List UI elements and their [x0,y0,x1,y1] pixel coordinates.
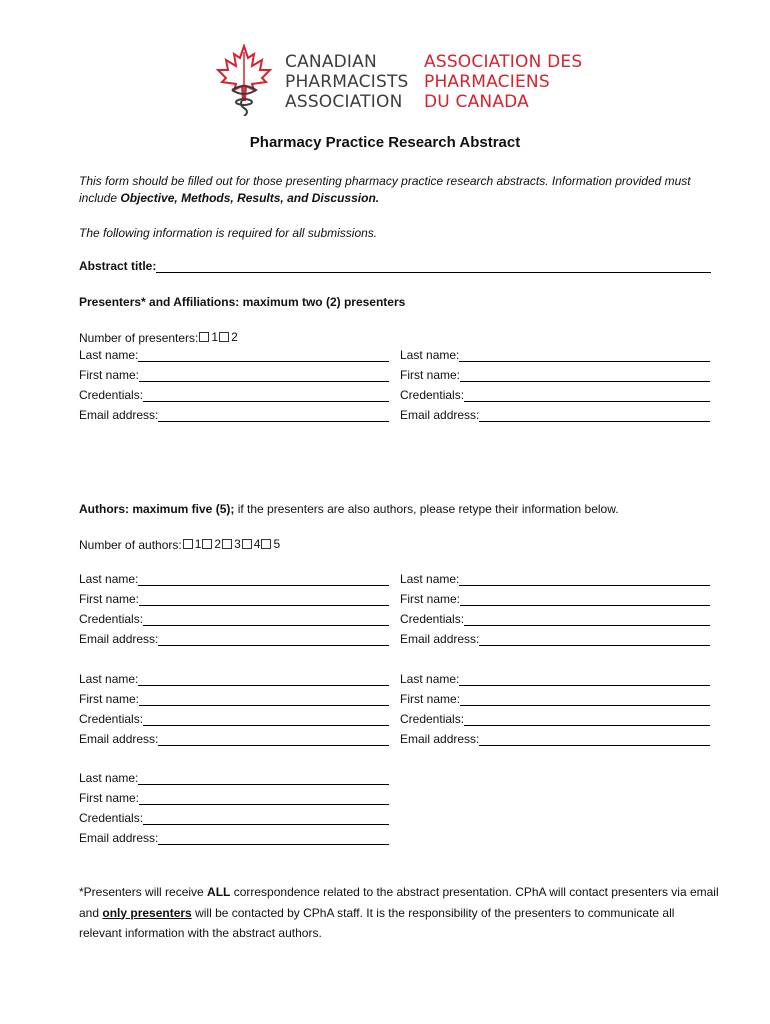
checkbox-label: 3 [234,537,241,551]
footer-text: will be contacted by CPhA staff. It is the responsibility of the presenters to communicate all relevant information with the abstract authors. [79,905,675,940]
author-3-last-name-row [79,672,389,686]
logo-english-text [285,52,409,112]
field-label: Credentials: [400,712,465,726]
footer-all: ALL [207,885,231,899]
field-label: Credentials: [79,612,144,626]
author-3-email-row [79,732,389,746]
logo-en-line: PHARMACISTS [285,72,409,92]
checkbox-label: 1 [211,330,219,344]
presenter-1-first-name-field[interactable] [139,368,389,382]
field-label: First name: [79,592,140,606]
abstract-title-row [79,259,711,273]
author-1-credentials-row [79,612,389,626]
intro-bold-text: Objective, Methods, Results, and Discussion. [120,191,380,205]
presenters-heading: Presenters* and Affiliations: maximum two (2) presenters [79,295,406,309]
checkbox[interactable] [202,539,212,549]
field-label: Email address: [79,408,159,422]
author-4-first-name-field[interactable] [460,692,710,706]
author-5-last-name-row [79,771,389,785]
checkbox[interactable] [219,332,229,342]
field-label: Last name: [400,572,460,586]
presenter-1-first-name-row [79,368,389,382]
field-label: Email address: [400,408,480,422]
field-label: Last name: [79,672,139,686]
checkbox-label: 2 [231,330,238,344]
author-5-email-row [79,831,389,845]
presenter-1-email-field[interactable] [158,408,389,422]
logo-fr-line: PHARMACIENS [424,72,550,92]
presenter-2-email-field[interactable] [479,408,710,422]
authors-heading [79,502,619,516]
field-label: First name: [79,692,140,706]
checkbox-label: 2 [214,537,222,551]
author-3-first-name-row [79,692,389,706]
author-4-email-row [400,732,710,746]
authors-count-label: Number of authors: [79,538,182,552]
author-5-last-name-field[interactable] [138,771,389,785]
field-label: Email address: [79,732,159,746]
author-4-last-name-row [400,672,710,686]
checkbox-label: 5 [273,537,281,551]
checkbox[interactable] [183,539,193,549]
presenter-1-last-name-field[interactable] [138,348,389,362]
author-2-last-name-field[interactable] [459,572,710,586]
presenter-2-credentials-row [400,388,710,402]
authors-heading-rest: if the presenters are also authors, please retype their information below. [234,502,619,516]
field-label: Credentials: [400,388,465,402]
author-3-first-name-field[interactable] [139,692,389,706]
field-label: First name: [400,692,461,706]
author-1-first-name-row [79,592,389,606]
field-label: Credentials: [79,712,144,726]
author-5-first-name-field[interactable] [139,791,389,805]
author-5-first-name-row [79,791,389,805]
authors-count-row [79,537,280,552]
field-label: First name: [400,368,461,382]
presenter-2-last-name-field[interactable] [459,348,710,362]
field-label: First name: [79,791,140,805]
author-1-email-row [79,632,389,646]
field-label: Email address: [79,632,159,646]
intro-paragraph [79,173,709,207]
author-2-credentials-field[interactable] [464,612,710,626]
field-label: Last name: [79,348,139,362]
footer-only-presenters: only presenters [102,905,192,920]
author-5-email-field[interactable] [158,831,389,845]
author-3-last-name-field[interactable] [138,672,389,686]
author-1-first-name-field[interactable] [139,592,389,606]
author-4-email-field[interactable] [479,732,710,746]
checkbox-label: 4 [253,537,261,551]
author-3-email-field[interactable] [158,732,389,746]
author-4-last-name-field[interactable] [459,672,710,686]
checkbox[interactable] [242,539,252,549]
field-label: Credentials: [79,811,144,825]
field-label: First name: [79,368,140,382]
author-2-email-row [400,632,710,646]
abstract-title-field[interactable] [156,259,711,273]
author-1-last-name-row [79,572,389,586]
author-1-credentials-field[interactable] [143,612,389,626]
field-label: Last name: [400,672,460,686]
field-label: Last name: [79,572,139,586]
intro-text: This form should be filled out for those presenting pharmacy practice research abstracts. Information provided must include [79,174,691,205]
page-title: Pharmacy Practice Research Abstract [249,134,521,151]
field-label: Credentials: [79,388,144,402]
footer-text: correspondence related to the abstract presentation. CPhA will contact presenters via email and [79,885,719,920]
author-3-credentials-row [79,712,389,726]
logo-fr-line: ASSOCIATION DES [424,52,583,72]
field-label: Email address: [400,732,480,746]
presenter-2-first-name-field[interactable] [460,368,710,382]
author-2-first-name-row [400,592,710,606]
presenters-count-label: Number of presenters: [79,331,199,345]
checkbox-label: 1 [194,537,202,551]
field-label: Credentials: [400,612,465,626]
required-note: The following information is required for all submissions. [79,226,378,240]
author-3-credentials-field[interactable] [143,712,389,726]
presenter-1-credentials-field[interactable] [143,388,389,402]
maple-leaf-logo-icon [214,44,274,116]
checkbox[interactable] [261,539,271,549]
logo-french-text [424,52,582,112]
logo-en-line: ASSOCIATION [285,92,403,112]
author-2-credentials-row [400,612,710,626]
presenter-2-first-name-row [400,368,710,382]
author-2-first-name-field[interactable] [460,592,710,606]
author-4-credentials-field[interactable] [464,712,710,726]
presenter-2-last-name-row [400,348,710,362]
field-label: Email address: [79,831,159,845]
author-2-last-name-row [400,572,710,586]
presenter-1-last-name-row [79,348,389,362]
footer-text: *Presenters will receive [79,885,208,899]
presenter-2-credentials-field[interactable] [464,388,710,402]
checkbox[interactable] [222,539,232,549]
author-1-email-field[interactable] [158,632,389,646]
field-label: Last name: [79,771,139,785]
logo-fr-line: DU CANADA [424,92,530,112]
logo-en-line: CANADIAN [285,52,377,72]
authors-heading-bold: Authors: maximum five (5); [79,502,235,516]
field-label: First name: [400,592,461,606]
author-2-email-field[interactable] [479,632,710,646]
presenters-count-row [79,330,238,345]
presenter-2-email-row [400,408,710,422]
author-5-credentials-row [79,811,389,825]
field-label: Last name: [400,348,460,362]
author-4-credentials-row [400,712,710,726]
footer-note [79,882,719,944]
presenter-1-email-row [79,408,389,422]
checkbox[interactable] [199,332,209,342]
author-4-first-name-row [400,692,710,706]
field-label: Email address: [400,632,480,646]
author-1-last-name-field[interactable] [138,572,389,586]
presenter-1-credentials-row [79,388,389,402]
abstract-title-label: Abstract title: [79,259,157,273]
author-5-credentials-field[interactable] [143,811,389,825]
